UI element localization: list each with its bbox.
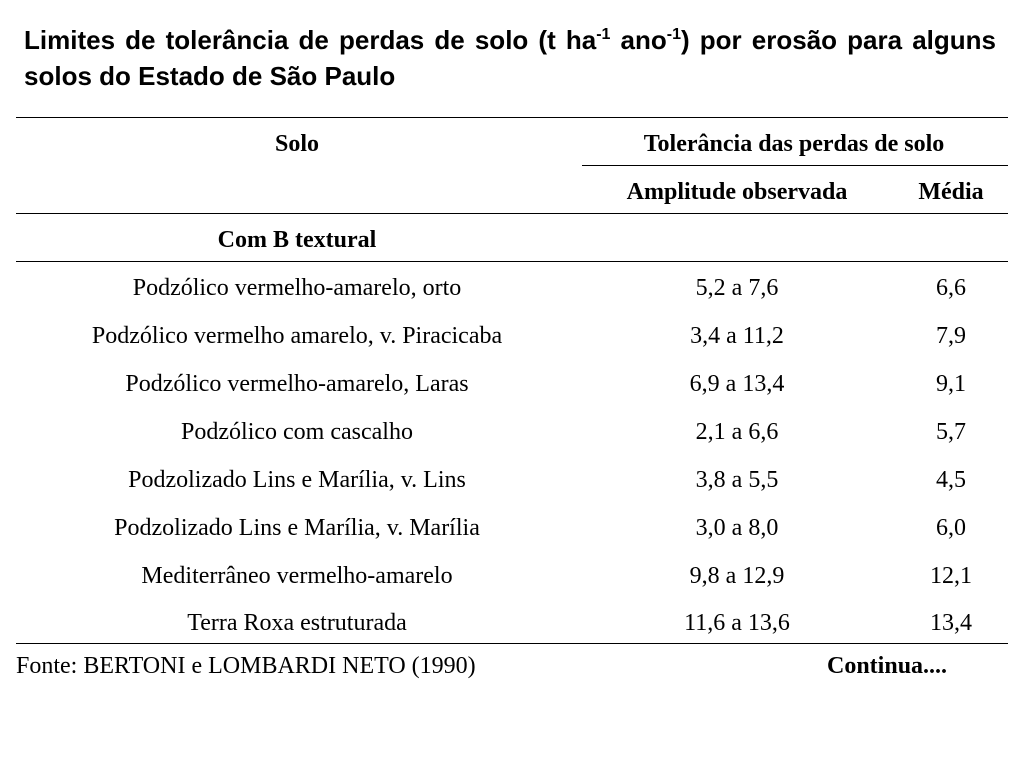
title-superscript-1: -1	[596, 26, 611, 43]
row-amplitude: 2,1 a 6,6	[695, 419, 779, 445]
slide-title	[24, 22, 996, 94]
header-tolerancia: Tolerância das perdas de solo	[643, 131, 945, 157]
source-note: Fonte: BERTONI e LOMBARDI NETO (1990)	[16, 653, 476, 679]
row-solo: Podzólico vermelho-amarelo, Laras	[125, 371, 469, 397]
row-solo: Mediterrâneo vermelho-amarelo	[141, 563, 453, 589]
row-solo: Terra Roxa estruturada	[187, 610, 407, 636]
header-tolerancia-rule	[582, 165, 1008, 166]
row-solo: Podzolizado Lins e Marília, v. Lins	[128, 467, 466, 493]
title-text-1: Limites de tolerância de perdas de solo (t ha	[24, 25, 597, 55]
row-solo: Podzólico vermelho-amarelo, orto	[132, 275, 462, 301]
group-rule	[16, 261, 1008, 262]
title-text-2: ano	[610, 25, 667, 55]
row-media: 6,0	[936, 515, 966, 541]
header-bottom-rule	[16, 213, 1008, 214]
row-media: 5,7	[936, 419, 966, 445]
row-media: 12,1	[930, 563, 972, 589]
title-superscript-2: -1	[666, 26, 682, 43]
header-media: Média	[918, 179, 984, 205]
row-solo: Podzólico vermelho amarelo, v. Piracicaba	[91, 323, 503, 349]
row-media: 9,1	[936, 371, 966, 397]
header-solo: Solo	[274, 131, 319, 157]
row-media: 7,9	[936, 323, 966, 349]
row-amplitude: 3,4 a 11,2	[690, 323, 784, 349]
row-solo: Podzolizado Lins e Marília, v. Marília	[114, 515, 480, 541]
title-text-3: ) por erosão para alguns solos do Estado de São Paulo	[24, 25, 996, 91]
continua-label: Continua....	[827, 653, 948, 679]
header-amplitude: Amplitude observada	[626, 179, 848, 205]
row-amplitude: 6,9 a 13,4	[689, 371, 785, 397]
row-solo: Podzólico com cascalho	[181, 419, 413, 445]
row-amplitude: 9,8 a 12,9	[689, 563, 785, 589]
row-amplitude: 5,2 a 7,6	[695, 275, 779, 301]
table-bottom-rule	[16, 643, 1008, 644]
row-media: 4,5	[936, 467, 966, 493]
row-media: 13,4	[930, 610, 972, 636]
row-media: 6,6	[936, 275, 966, 301]
row-amplitude: 3,8 a 5,5	[695, 467, 779, 493]
row-amplitude: 11,6 a 13,6	[684, 610, 790, 636]
group-label: Com B textural	[217, 227, 377, 253]
row-amplitude: 3,0 a 8,0	[695, 515, 779, 541]
table-top-rule	[16, 117, 1008, 118]
